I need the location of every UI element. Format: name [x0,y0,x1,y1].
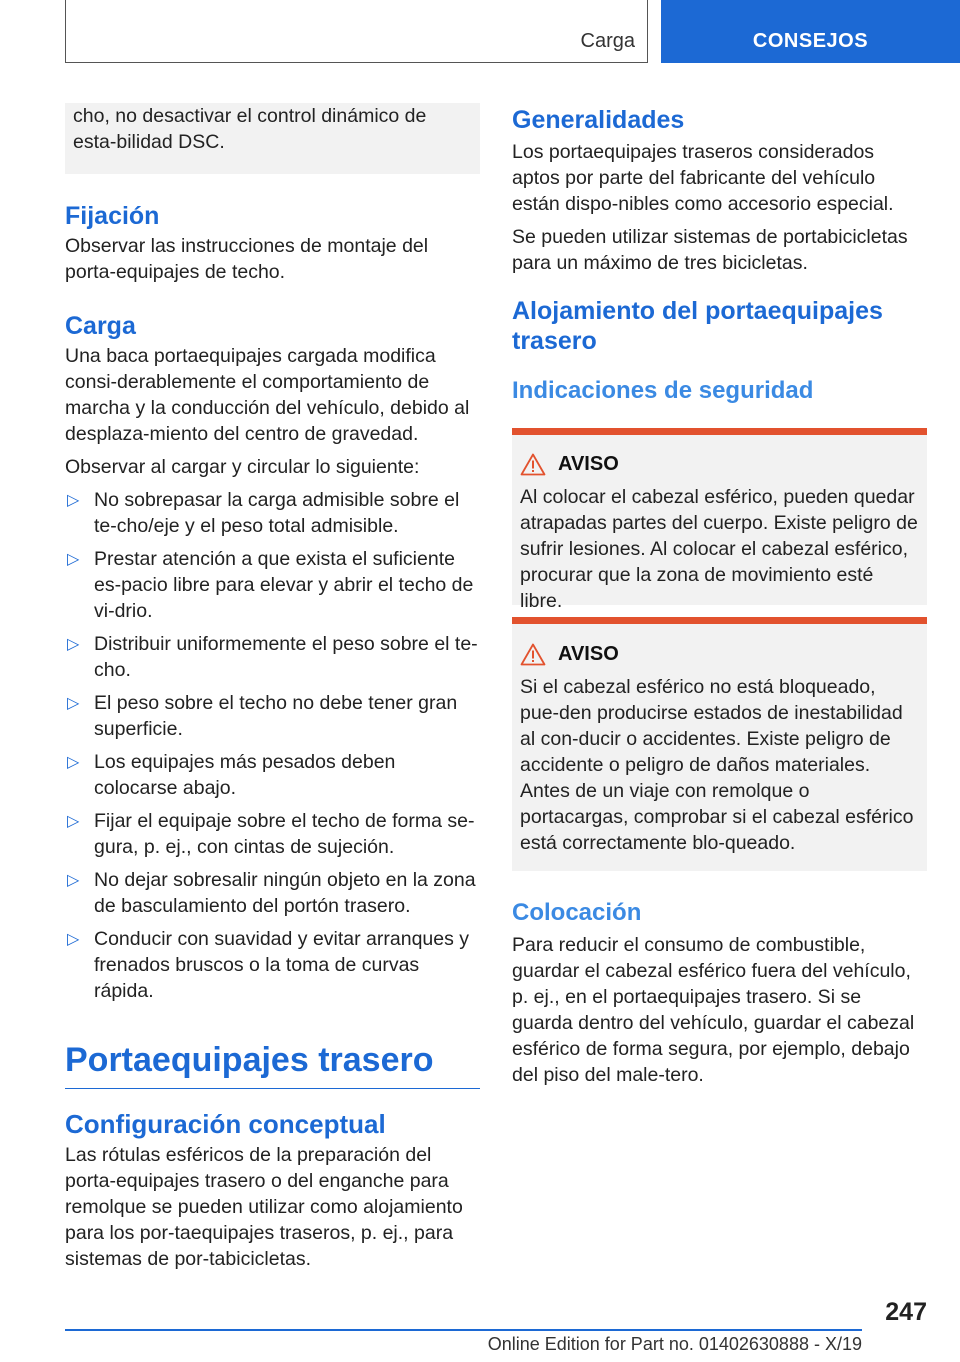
colocacion-heading: Colocación [512,899,642,926]
generalidades-text-1: Los portaequipajes traseros considerados aptos por parte del fabricante del vehículo están dispo-nibles como accesorio especial. [512,141,894,215]
warning-header [512,643,927,666]
header-chapter-label: CONSEJOS [752,30,869,52]
seguridad-heading: Indicaciones de seguridad [512,377,814,404]
carga-text-2: Observar al cargar y circular lo siguiente: [65,456,420,478]
triangle-bullet-icon: ▷ [67,872,80,889]
continued-note-box [65,103,480,174]
footer-divider [65,1329,862,1331]
list-item: ▷ Distribuir uniformemente el peso sobre el te-cho. [67,633,478,681]
warning-label: AVISO [558,643,619,665]
header-section-title: Carga [580,30,635,52]
config-heading: Configuración conceptual [65,1109,386,1139]
carga-heading: Carga [65,312,136,340]
colocacion-text: Para reducir el consumo de combustible, guardar el cabezal esférico fuera del vehículo, p. ej., en el portaequipajes trasero. Si se guarda dentro del vehículo, guardar el cabezal esférico de forma segura, por ejemplo, debajo del piso del male-tero. [512,934,915,1086]
list-item: ▷ El peso sobre el techo no debe tener gran superficie. [67,692,458,740]
continued-note-text: cho, no desactivar el control dinámico de esta-bilidad DSC. [73,105,427,153]
header-chapter-tab[interactable] [661,0,960,63]
list-item: ▷ Prestar atención a que exista el suficiente es-pacio libre para elevar y abrir el techo de vi-drio. [67,548,474,622]
warning-text: Al colocar el cabezal esférico, pueden quedar atrapadas partes del cuerpo. Existe peligro de sufrir lesiones. Al colocar el cabezal esférico, procurar que la zona de movimiento esté libre. [520,486,918,612]
fijacion-text: Observar las instrucciones de montaje del porta-equipajes de techo. [65,235,429,283]
warning-header [512,453,927,476]
triangle-bullet-icon: ▷ [67,754,80,771]
triangle-bullet-icon: ▷ [67,492,80,509]
list-item: ▷ No sobrepasar la carga admisible sobre el te-cho/eje y el peso total admisible. [67,489,460,537]
header-section-box [65,0,648,63]
generalidades-text-2: Se pueden utilizar sistemas de portabicicletas para un máximo de tres bicicletas. [512,226,908,274]
list-item: ▷ Fijar el equipaje sobre el techo de forma se-gura, p. ej., con cintas de sujeción. [67,810,475,858]
carga-text-1: Una baca portaequipajes cargada modifica consi-derablemente el comportamiento de marcha y la conducción del vehículo, debido al desplaza-miento del centro de gravedad. [65,345,470,445]
list-item: ▷ Conducir con suavidad y evitar arranques y frenados bruscos o la toma de curvas rápida. [67,928,470,1002]
left-column [65,103,480,1272]
warning-text: Si el cabezal esférico no está bloqueado, pue-den producirse estados de inestabilidad al con-ducir o accidentes. Existe peligro de accidente o peligro de daños materiales. Antes de un viaje con remolque o portacargas, comprobar si el cabezal esférico está correctamente blo-queado. [520,676,914,854]
triangle-bullet-icon: ▷ [67,813,80,830]
warning-box-1 [512,428,927,612]
warning-box-2 [512,617,927,871]
list-item: ▷ Los equipajes más pesados deben colocarse abajo. [67,751,396,799]
page-number: 247 [885,1298,927,1326]
triangle-bullet-icon: ▷ [67,931,80,948]
list-item: ▷ No dejar sobresalir ningún objeto en la zona de basculamiento del portón trasero. [67,869,476,917]
triangle-bullet-icon: ▷ [67,695,80,712]
triangle-bullet-icon: ▷ [67,551,80,568]
fijacion-heading: Fijación [65,202,160,230]
alojamiento-heading: Alojamiento del portaequipajes trasero [512,297,883,355]
footer-edition: Online Edition for Part no. 01402630888 - X/19 [487,1334,862,1354]
warning-label: AVISO [558,453,619,475]
right-column [512,103,927,1088]
generalidades-heading: Generalidades [512,106,685,134]
chapter-heading: Portaequipajes trasero [65,1040,480,1089]
triangle-bullet-icon: ▷ [67,636,80,653]
warning-triangle-icon [520,453,546,476]
config-text: Las rótulas esféricos de la preparación del porta-equipajes trasero o del enganche para remolque se pueden utilizar como alojamiento para los por-taequipajes traseros, p. ej., para sistemas de por-tabicicletas. [65,1144,463,1270]
warning-triangle-icon [520,643,546,666]
carga-list [65,487,480,1004]
